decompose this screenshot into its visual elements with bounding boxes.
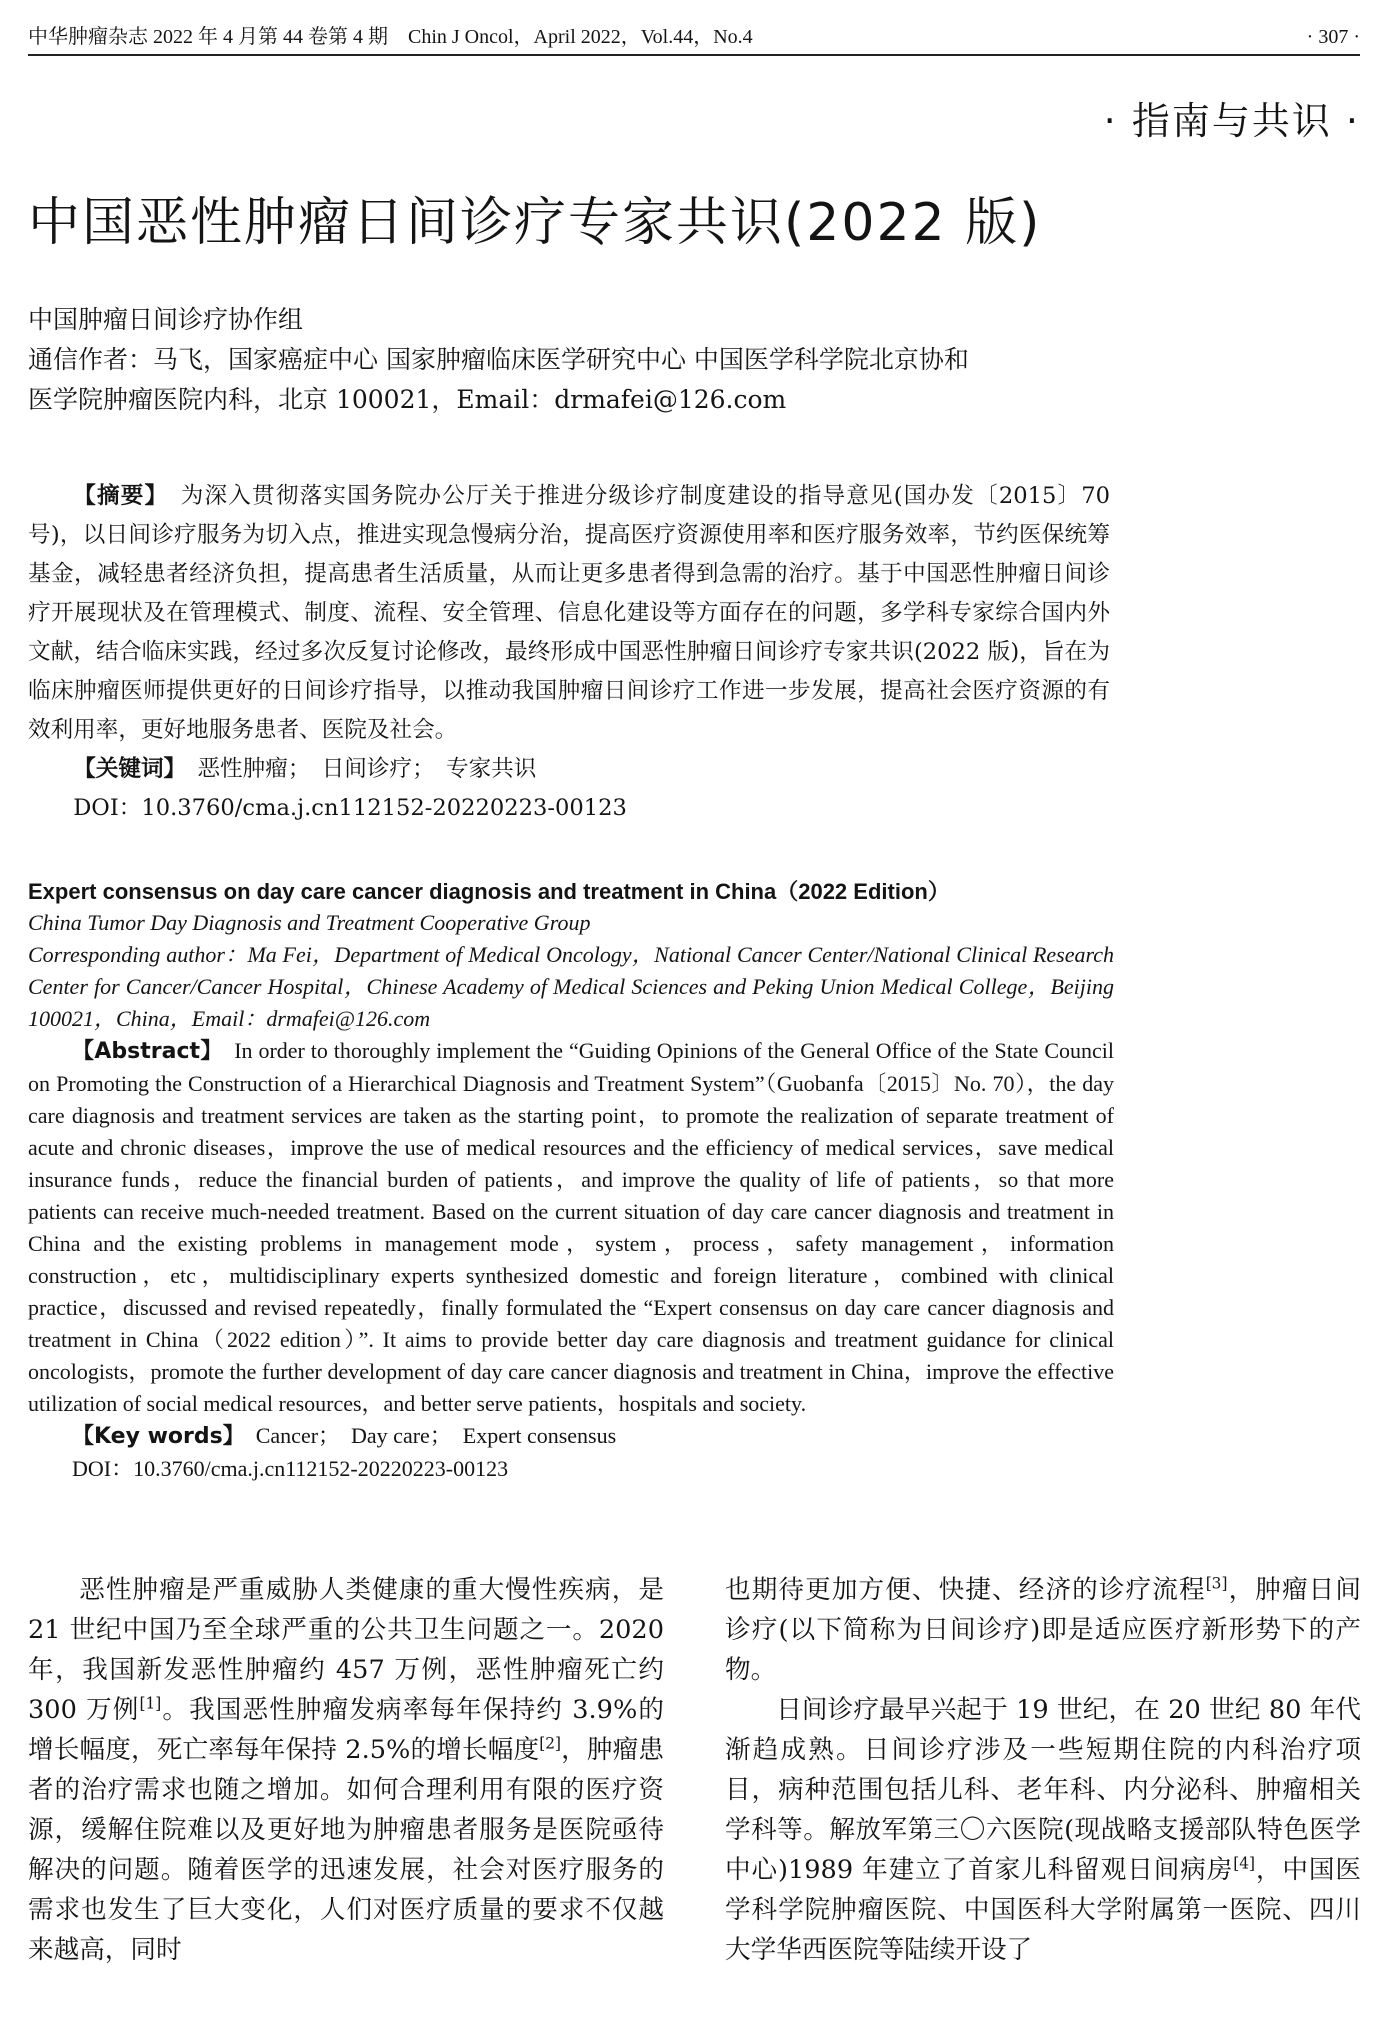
doi: DOI：10.3760/cma.j.cn112152-20220223-00123 [73,795,627,821]
english-doi: DOI：10.3760/cma.j.cn112152-20220223-00123 [72,1456,509,1481]
body-text-span: ，中国医学科学院肿瘤医院、中国医科大学附属第一医院、四川大学华西医院等陆续开设了 [725,1855,1361,1965]
section-label: · 指南与共识 · [1103,99,1360,143]
body-text [28,1570,1362,2020]
body-text-span: ，肿瘤患者的治疗需求也随之增加。如何合理利用有限的医疗资源，缓解住院难以及更好地为肿瘤患者服务是医院亟待解决的问题。随着医学的迅速发展，社会对医疗服务的需求也发生了巨大变化，人们对医疗质量的要求不仅越来越高，同时 [28,1735,664,1965]
english-abstract [28,877,1114,1485]
chinese-abstract [28,477,1110,828]
body-paragraph [28,1570,664,1970]
author-group: 中国肿瘤日间诊疗协作组 [28,305,304,334]
abstract-label: 【摘要】 [73,483,157,509]
english-abstract-paragraph [28,1035,1114,1420]
body-text-span: 日间诊疗最早兴起于 19 世纪，在 20 世纪 80 年代渐趋成熟。日间诊疗涉及一些短期住院的内科治疗项目，病种范围包括儿科、老年科、内分泌科、肿瘤相关学科等。解放军第三〇六医院(现战略支援部队特色医学中心)1989 年建立了首家儿科留观日间病房 [725,1695,1361,1885]
body-text-span: 也期待更加方便、快捷、经济的诊疗流程 [725,1575,1206,1605]
english-title: Expert consensus on day care cancer diagnosis and treatment in China（2022 Edition） [28,879,950,904]
keywords: 恶性肿瘤； 日间诊疗； 专家共识 [197,756,537,782]
english-corresponding-author: Corresponding author：Ma Fei，Department of Medical Oncology，National Cancer Center/National Clinical Research Center for Cancer/Cancer Hospital，Chinese Academy of Medical Sciences and Peking Union Medical College，Beijing 100021，China，Email：drmafei@126.com [28,942,1114,1031]
body-paragraph [725,1570,1361,1690]
abstract-text: 为深入贯彻落实国务院办公厅关于推进分级诊疗制度建设的指导意见(国办发〔2015〕70号)，以日间诊疗服务为切入点，推进实现急慢病分治，提高医疗资源使用率和医疗服务效率，节约医保统筹基金，减轻患者经济负担，提高患者生活质量，从而让更多患者得到急需的治疗。基于中国恶性肿瘤日间诊疗开展现状及在管理模式、制度、流程、安全管理、信息化建设等方面存在的问题，多学科专家综合国内外文献，结合临床实践，经过多次反复讨论修改，最终形成中国恶性肿瘤日间诊疗专家共识(2022 版)，旨在为临床肿瘤医师提供更好的日间诊疗指导，以推动我国肿瘤日间诊疗工作进一步发展，提高社会医疗资源的有效利用率，更好地服务患者、医院及社会。 [28,483,1111,743]
journal-citation: 中华肿瘤杂志 2022 年 4 月第 44 卷第 4 期 Chin J Oncol，April 2022，Vol.44，No.4 [28,26,753,48]
author-block [28,300,1118,420]
english-author-group: China Tumor Day Diagnosis and Treatment Cooperative Group [28,910,591,935]
english-keywords: Cancer； Day care； Expert consensus [255,1423,617,1448]
correspondence-line-2: 医学院肿瘤医院内科，北京 100021，Email：drmafei@126.com [28,385,787,414]
english-abstract-label: 【Abstract】 [72,1039,212,1064]
english-keywords-line [28,1420,1114,1453]
body-text-span: ，肿瘤日间诊疗(以下简称为日间诊疗)即是适应医疗新形势下的产物。 [725,1575,1361,1685]
page-number: · 307 · [1306,26,1360,48]
body-text-span: 。我国恶性肿瘤发病率每年保持约 3.9%的增长幅度，死亡率每年保持 2.5%的增长幅度 [28,1695,664,1765]
english-keywords-label: 【Key words】 [72,1424,234,1449]
keywords-label: 【关键词】 [73,756,175,782]
citation-ref[interactable]: [4] [1233,1854,1255,1873]
body-column-right [725,1570,1361,1970]
body-paragraph [725,1690,1361,1970]
citation-ref[interactable]: [2] [539,1734,561,1753]
article-title: 中国恶性肿瘤日间诊疗专家共识(2022 版) [28,193,1042,253]
body-column-left [28,1570,664,1970]
citation-ref[interactable]: [3] [1205,1574,1228,1593]
body-text-span: 恶性肿瘤是严重威胁人类健康的重大慢性疾病，是 21 世纪中国乃至全球严重的公共卫生问题之一。2020 年，我国新发恶性肿瘤约 457 万例，恶性肿瘤死亡约 300 万例 [28,1575,664,1725]
english-abstract-text: In order to thoroughly implement the “Guiding Opinions of the General Office of the State Council on Promoting the Construction of a Hierarchical Diagnosis and Treatment System”（Guobanfa〔2015〕No. 70），the day care diagnosis and treatment services are taken as the starting point，to promote the realization of separate treatment of acute and chronic diseases，improve the use of medical resources and the efficiency of medical services，save medical insurance funds，reduce the financial burden of patients，and improve the quality of life of patients，so that more patients can receive much-needed treatment. Based on the current situation of day care cancer diagnosis and treatment in China and the existing problems in management mode，system，process，safety management，information construction，etc，multidisciplinary experts synthesized domestic and foreign literature，combined with clinical practice，discussed and revised repeatedly，finally formulated the “Expert consensus on day care cancer diagnosis and treatment in China（2022 edition）”. It aims to provide better day care diagnosis and treatment guidance for clinical oncologists，promote the further development of day care cancer diagnosis and treatment in China，improve the effective utilization of social medical resources，and better serve patients，hospitals and society. [28,1038,1115,1416]
running-header [28,24,1360,56]
abstract-paragraph [28,477,1110,750]
correspondence-line-1: 通信作者：马飞，国家癌症中心 国家肿瘤临床医学研究中心 中国医学科学院北京协和 [28,345,969,374]
keywords-line [28,750,1110,789]
citation-ref[interactable]: [1] [139,1694,162,1713]
